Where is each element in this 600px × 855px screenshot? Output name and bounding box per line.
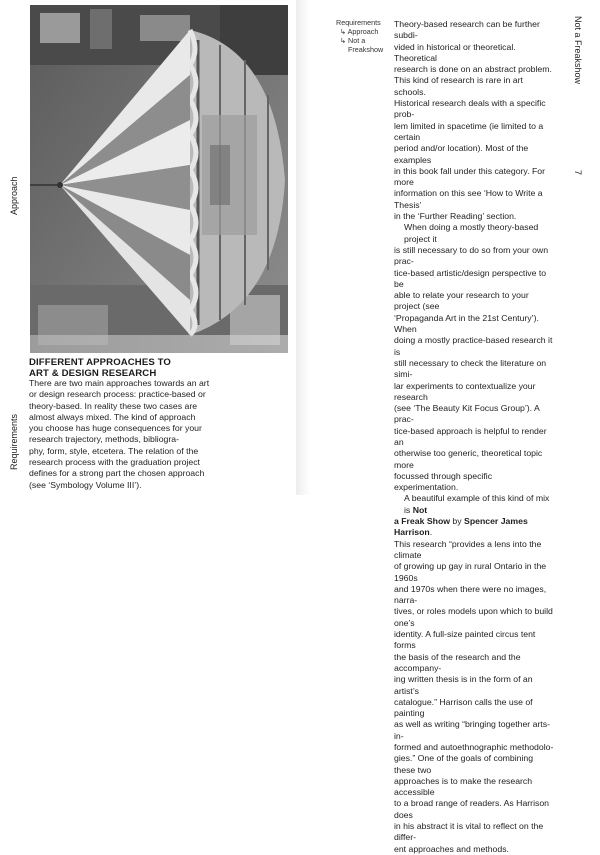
text-line: period and/or location). Most of the examples — [394, 143, 529, 165]
section-title-line-2: ART & DESIGN RESEARCH — [29, 368, 157, 379]
text-line — [394, 516, 556, 539]
margin-note-line-1: Requirements — [336, 18, 381, 27]
text-line: information on this see ‘How to Write a Thesis’ — [394, 188, 543, 210]
left-running-label: Approach — [9, 176, 19, 215]
text-line: otherwise too generic, theoretical topic more — [394, 448, 543, 470]
text-line: to a broad range of readers. As Harrison does — [394, 798, 550, 820]
text-line: is still necessary to do so from your own prac- — [394, 244, 549, 267]
work-title-part-2: a Freak Show — [394, 516, 451, 527]
text-line: of growing up gay in rural Ontario in the 1960s — [394, 561, 547, 583]
text-line: the basis of the research and the accompany- — [394, 651, 521, 673]
paragraph-2 — [394, 222, 556, 493]
text-line: catalogue.” Harrison calls the use of painting — [394, 696, 533, 719]
paragraph-1 — [394, 19, 556, 222]
text-line: Historical research deals with a specific prob- — [394, 98, 546, 120]
text-line: ‘Propaganda Art in the 21st Century’). When — [394, 312, 539, 335]
text-line: approaches is to make the research accessible — [394, 775, 533, 798]
text-line: as well as writing “bringing together arts-in- — [394, 719, 550, 741]
text-line: This kind of research is rare in art schools. — [394, 75, 523, 97]
page-number: 7 — [573, 170, 583, 176]
paragraph3-by: by — [450, 516, 465, 527]
text-line: research process with the graduation project — [29, 457, 200, 468]
text-line: lem limited in spacetime (ie limited to a certain — [394, 120, 544, 142]
text-line: focussed through specific experimentation. — [394, 470, 493, 493]
paragraph3-period: . — [429, 527, 433, 538]
author-name: Spencer James Harrison — [394, 516, 528, 538]
text-line: Theory-based research can be further subdi- — [394, 19, 540, 41]
text-line: able to relate your research to your project (see — [394, 290, 529, 312]
text-line: When doing a mostly theory-based project it — [404, 222, 539, 244]
text-line: tives, or roles models upon which to build one’s — [394, 606, 553, 628]
text-line: or design research process: practice-based or — [29, 389, 206, 400]
text-line: gies.” One of the goals of combining these two — [394, 753, 534, 775]
right-body-text — [394, 19, 556, 855]
text-line: in the ‘Further Reading’ section. — [394, 211, 517, 222]
margin-note-line-4: Freakshow — [348, 45, 384, 54]
text-line: ing written thesis is in the form of an artist’s — [394, 674, 533, 696]
text-line: in this book fall under this category. For more — [394, 165, 545, 188]
paragraph-3 — [394, 493, 556, 855]
margin-note-line-2: ↳ Approach — [340, 27, 379, 36]
book-gutter — [296, 0, 310, 495]
text-line: in his abstract it is vital to reflect on the differ- — [394, 821, 544, 843]
section-title-line-1: DIFFERENT APPROACHES TO — [29, 357, 171, 368]
margin-note-breadcrumb — [336, 18, 383, 54]
text-line: research is done on an abstract problem. — [394, 64, 552, 75]
paragraph3-intro: A beautiful example of this kind of mix is — [404, 493, 550, 515]
text-line — [394, 493, 556, 516]
text-line: and 1970s when there were no images, narra- — [394, 583, 547, 606]
work-title-part-1: Not — [412, 504, 428, 515]
text-line: research trajectory, methods, bibliogra- — [29, 434, 180, 445]
text-line: identity. A full-size painted circus tent forms — [394, 629, 536, 651]
text-line: There are two main approaches towards an art — [29, 378, 210, 388]
left-body-text — [29, 378, 287, 491]
margin-note-line-3: ↳ Not a — [340, 36, 366, 45]
text-line: tice-based approach is helpful to render an — [394, 425, 547, 447]
section-title — [29, 357, 171, 379]
text-line: tice-based artistic/design perspective to be — [394, 267, 547, 289]
text-line: defines for a strong part the chosen approach — [29, 468, 205, 479]
text-line: vided in historical or theoretical. Theoretical — [394, 41, 516, 63]
circus-tent-illustration — [30, 5, 288, 353]
text-line: you choose has huge consequences for your — [29, 423, 202, 434]
text-line: formed and autoethnographic methodolo- — [394, 742, 554, 752]
text-line: almost always mixed. The kind of approach — [29, 411, 196, 422]
right-running-label: Not a Freakshow — [573, 16, 583, 85]
text-line: This research “provides a lens into the climate — [394, 538, 542, 560]
text-line: (see ‘The Beauty Kit Focus Group’). A prac- — [394, 403, 540, 425]
text-line: lar experiments to contextualize your research — [394, 380, 536, 402]
text-line: (see ‘Symbology Volume III’). — [29, 479, 142, 490]
text-line: doing a mostly practice-based research it is — [394, 335, 553, 357]
text-line: phy, form, style, etcetera. The relation of the — [29, 445, 199, 456]
text-line: theory-based. In reality these two cases are — [29, 400, 198, 411]
text-line: still necessary to check the literature on simi- — [394, 357, 547, 380]
circus-tent-photo — [30, 5, 288, 353]
left-footer-label: Requirements — [9, 413, 19, 470]
text-line: ent approaches and methods. — [394, 843, 509, 854]
